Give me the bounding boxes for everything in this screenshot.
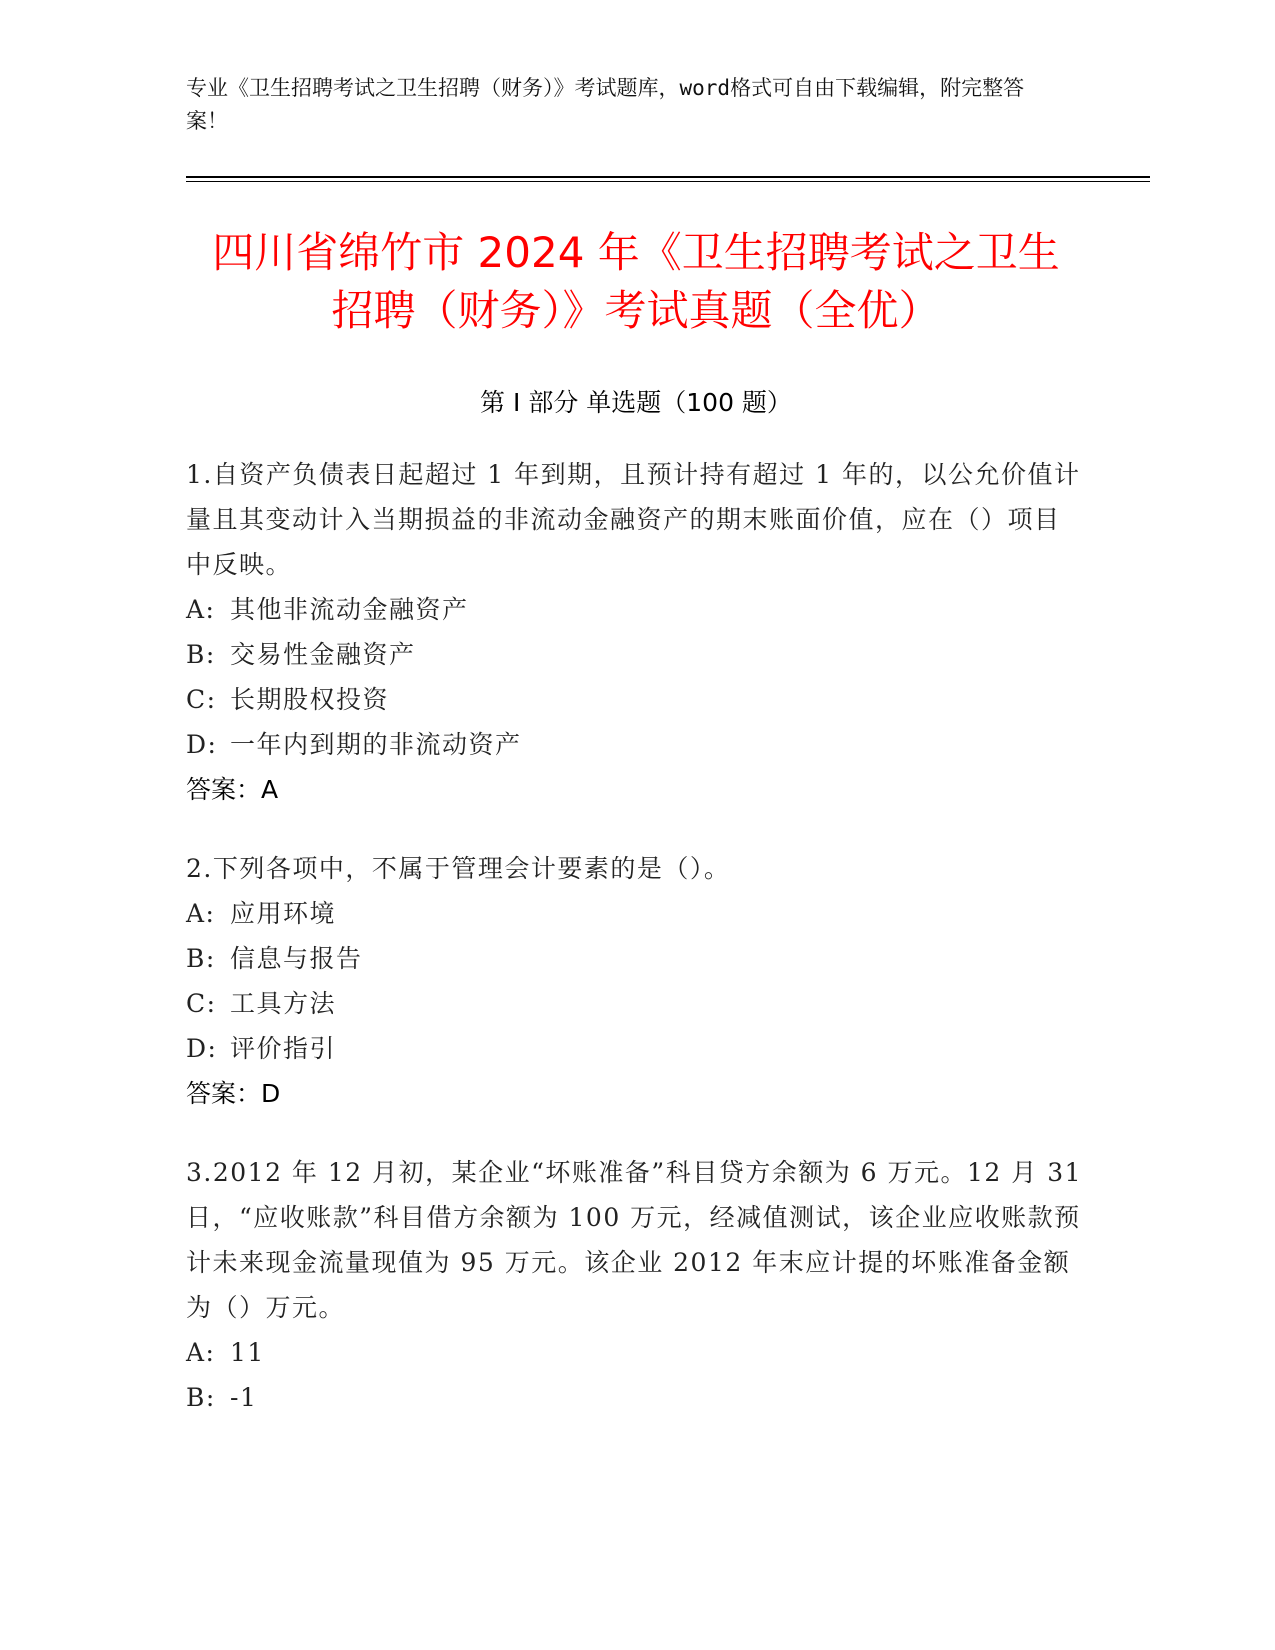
- option-c: [186, 677, 1086, 722]
- answer-value: A: [261, 775, 279, 804]
- option-d: [186, 1026, 1086, 1071]
- option-key: D:: [186, 1034, 218, 1063]
- question-stem: 2.下列各项中，不属于管理会计要素的是（）。: [186, 854, 731, 883]
- answer-line: [186, 767, 1086, 812]
- header-rule-thick: [186, 176, 1150, 178]
- option-d: [186, 722, 1086, 767]
- option-b: [186, 632, 1086, 677]
- answer-line: [186, 1071, 1086, 1116]
- option-a: [186, 587, 1086, 632]
- answer-label: 答案：: [186, 1079, 262, 1108]
- answer-label: 答案：: [186, 775, 262, 804]
- title-line-1: 四川省绵竹市 2024 年《卫生招聘考试之卫生: [212, 228, 1060, 277]
- option-key: B:: [186, 1383, 216, 1412]
- option-c: [186, 981, 1086, 1026]
- header-rule-thin: [186, 181, 1150, 182]
- option-b: [186, 1375, 1086, 1420]
- question-2: [186, 846, 1086, 1116]
- option-text: 评价指引: [230, 1034, 337, 1063]
- question-1: [186, 452, 1086, 812]
- option-text: 11: [230, 1338, 265, 1367]
- question-stem: 1.自资产负债表日起超过 1 年到期，且预计持有超过 1 年的，以公允价值计量且其变动计入当期损益的非流动金融资产的期末账面价值，应在（）项目中反映。: [186, 460, 1081, 579]
- question-stem: 3.2012 年 12 月初，某企业“坏账准备”科目贷方余额为 6 万元。12 月 31 日，“应收账款”科目借方余额为 100 万元，经减值测试，该企业应收账款预计未来现金流量现值为 95 万元。该企业 2012 年末应计提的坏账准备金额为（）万元。: [186, 1158, 1083, 1322]
- option-key: A:: [186, 595, 216, 624]
- question-3: [186, 1150, 1086, 1420]
- option-key: B:: [186, 640, 216, 669]
- header-note: 专业《卫生招聘考试之卫生招聘（财务）》考试题库，word格式可自由下载编辑，附完整答案！: [186, 76, 1025, 133]
- option-a: [186, 1330, 1086, 1375]
- option-key: A:: [186, 899, 216, 928]
- option-text: 一年内到期的非流动资产: [230, 730, 522, 759]
- option-a: [186, 891, 1086, 936]
- option-text: 长期股权投资: [230, 685, 390, 714]
- section-title: 第 I 部分 单选题（100 题）: [480, 388, 792, 417]
- option-text: 应用环境: [230, 899, 337, 928]
- option-text: 信息与报告: [230, 944, 363, 973]
- option-text: -1: [230, 1383, 258, 1412]
- option-key: C:: [186, 685, 217, 714]
- option-b: [186, 936, 1086, 981]
- option-key: D:: [186, 730, 218, 759]
- answer-value: D: [261, 1079, 281, 1108]
- option-key: C:: [186, 989, 217, 1018]
- option-key: B:: [186, 944, 216, 973]
- option-text: 其他非流动金融资产: [230, 595, 469, 624]
- option-text: 交易性金融资产: [230, 640, 416, 669]
- option-key: A:: [186, 1338, 216, 1367]
- title-line-2: 招聘（财务）》考试真题（全优）: [331, 286, 941, 335]
- option-text: 工具方法: [230, 989, 337, 1018]
- document-title: [186, 224, 1086, 340]
